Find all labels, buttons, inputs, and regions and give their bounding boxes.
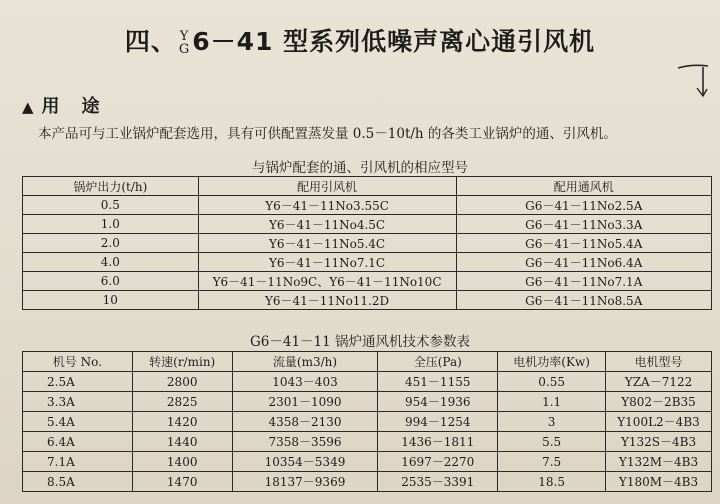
- table-row: [23, 291, 712, 310]
- table-cell: 1.1: [498, 392, 606, 412]
- column-header: 锅炉出力(t/h): [23, 177, 199, 196]
- table-cell: Y100L2－4B3: [606, 412, 712, 432]
- section-heading: [22, 92, 122, 118]
- table-cell: 2.0: [23, 234, 199, 253]
- column-header: 机号 No.: [23, 352, 133, 372]
- table-cell: 1420: [132, 412, 232, 432]
- fan-spec-table: [22, 351, 712, 492]
- page-title: [0, 22, 720, 58]
- table-cell: 2800: [132, 372, 232, 392]
- table-cell: 6.0: [23, 272, 199, 291]
- table-cell: Y6－41－11No5.4C: [198, 234, 456, 253]
- table-header-row: [23, 177, 712, 196]
- table-row: [23, 412, 712, 432]
- table-cell: 5.5: [498, 432, 606, 452]
- table-cell: 8.5A: [23, 472, 133, 492]
- table-cell: 3: [498, 412, 606, 432]
- table-row: [23, 253, 712, 272]
- table-cell: G6－41－11No8.5A: [456, 291, 712, 310]
- table-cell: Y6－41－11No3.55C: [198, 196, 456, 215]
- table-row: [23, 372, 712, 392]
- table-cell: 1.0: [23, 215, 199, 234]
- table-cell: 4.0: [23, 253, 199, 272]
- table-cell: Y132S－4B3: [606, 432, 712, 452]
- column-header: 配用通风机: [456, 177, 712, 196]
- handwritten-mark: [676, 58, 710, 98]
- table-cell: 7358－3596: [232, 432, 378, 452]
- table-cell: 10: [23, 291, 199, 310]
- section-marker: ▲: [22, 98, 34, 116]
- table-row: [23, 452, 712, 472]
- table-cell: Y6－41－11No9C、Y6－41－11No10C: [198, 272, 456, 291]
- table-cell: Y6－41－11No7.1C: [198, 253, 456, 272]
- table-cell: Y802－2B35: [606, 392, 712, 412]
- table-cell: YZA－7122: [606, 372, 712, 392]
- title-yg-stack: [179, 30, 190, 56]
- table-cell: G6－41－11No7.1A: [456, 272, 712, 291]
- table1-caption: 与锅炉配套的通、引风机的相应型号: [252, 160, 468, 176]
- table-cell: Y132M－4B3: [606, 452, 712, 472]
- title-rest: 6－41 型系列低噪声离心通引风机: [192, 27, 596, 56]
- table-cell: 1400: [132, 452, 232, 472]
- table-cell: 1697－2270: [378, 452, 498, 472]
- table-cell: 7.5: [498, 452, 606, 472]
- table-row: [23, 196, 712, 215]
- table-cell: 3.3A: [23, 392, 133, 412]
- table-row: [23, 272, 712, 291]
- boiler-fan-model-table: [22, 176, 712, 310]
- column-header: 电机功率(Kw): [498, 352, 606, 372]
- column-header: 转速(r/min): [132, 352, 232, 372]
- table-cell: 18137－9369: [232, 472, 378, 492]
- table-cell: 6.4A: [23, 432, 133, 452]
- table-cell: G6－41－11No3.3A: [456, 215, 712, 234]
- table-cell: 2.5A: [23, 372, 133, 392]
- table-cell: 18.5: [498, 472, 606, 492]
- table-cell: 7.1A: [23, 452, 133, 472]
- table-cell: 2301－1090: [232, 392, 378, 412]
- table-cell: Y6－41－11No4.5C: [198, 215, 456, 234]
- table-cell: Y180M－4B3: [606, 472, 712, 492]
- table-row: [23, 472, 712, 492]
- table-row: [23, 215, 712, 234]
- table-cell: G6－41－11No6.4A: [456, 253, 712, 272]
- table-cell: 2535－3391: [378, 472, 498, 492]
- table-cell: G6－41－11No2.5A: [456, 196, 712, 215]
- table2-caption: G6－41－11 锅炉通风机技术参数表: [249, 334, 471, 350]
- table-row: [23, 432, 712, 452]
- title-sub: G: [178, 42, 191, 57]
- table-cell: Y6－41－11No11.2D: [198, 291, 456, 310]
- table-cell: 451－1155: [378, 372, 498, 392]
- table-cell: 1470: [132, 472, 232, 492]
- table-cell: 5.4A: [23, 412, 133, 432]
- column-header: 电机型号: [606, 352, 712, 372]
- title-prefix: 四、: [124, 27, 177, 56]
- table-cell: 1440: [132, 432, 232, 452]
- intro-paragraph: 本产品可与工业锅炉配套选用，具有可供配置蒸发量 0.5－10t/h 的各类工业锅炉的通、引风机。: [38, 126, 617, 142]
- column-header: 流量(m3/h): [232, 352, 378, 372]
- table-cell: 2825: [132, 392, 232, 412]
- table-cell: 1436－1811: [378, 432, 498, 452]
- table-header-row: [23, 352, 712, 372]
- table-cell: 954－1936: [378, 392, 498, 412]
- table-cell: 994－1254: [378, 412, 498, 432]
- column-header: 配用引风机: [198, 177, 456, 196]
- title-sup: Y: [179, 29, 190, 44]
- table-cell: 10354－5349: [232, 452, 378, 472]
- table-cell: 0.55: [498, 372, 606, 392]
- table-cell: G6－41－11No5.4A: [456, 234, 712, 253]
- table-row: [23, 392, 712, 412]
- table-cell: 0.5: [23, 196, 199, 215]
- table-cell: 4358－2130: [232, 412, 378, 432]
- column-header: 全压(Pa): [378, 352, 498, 372]
- section-heading-text: 用途: [41, 96, 122, 117]
- table-cell: 1043－403: [232, 372, 378, 392]
- table-row: [23, 234, 712, 253]
